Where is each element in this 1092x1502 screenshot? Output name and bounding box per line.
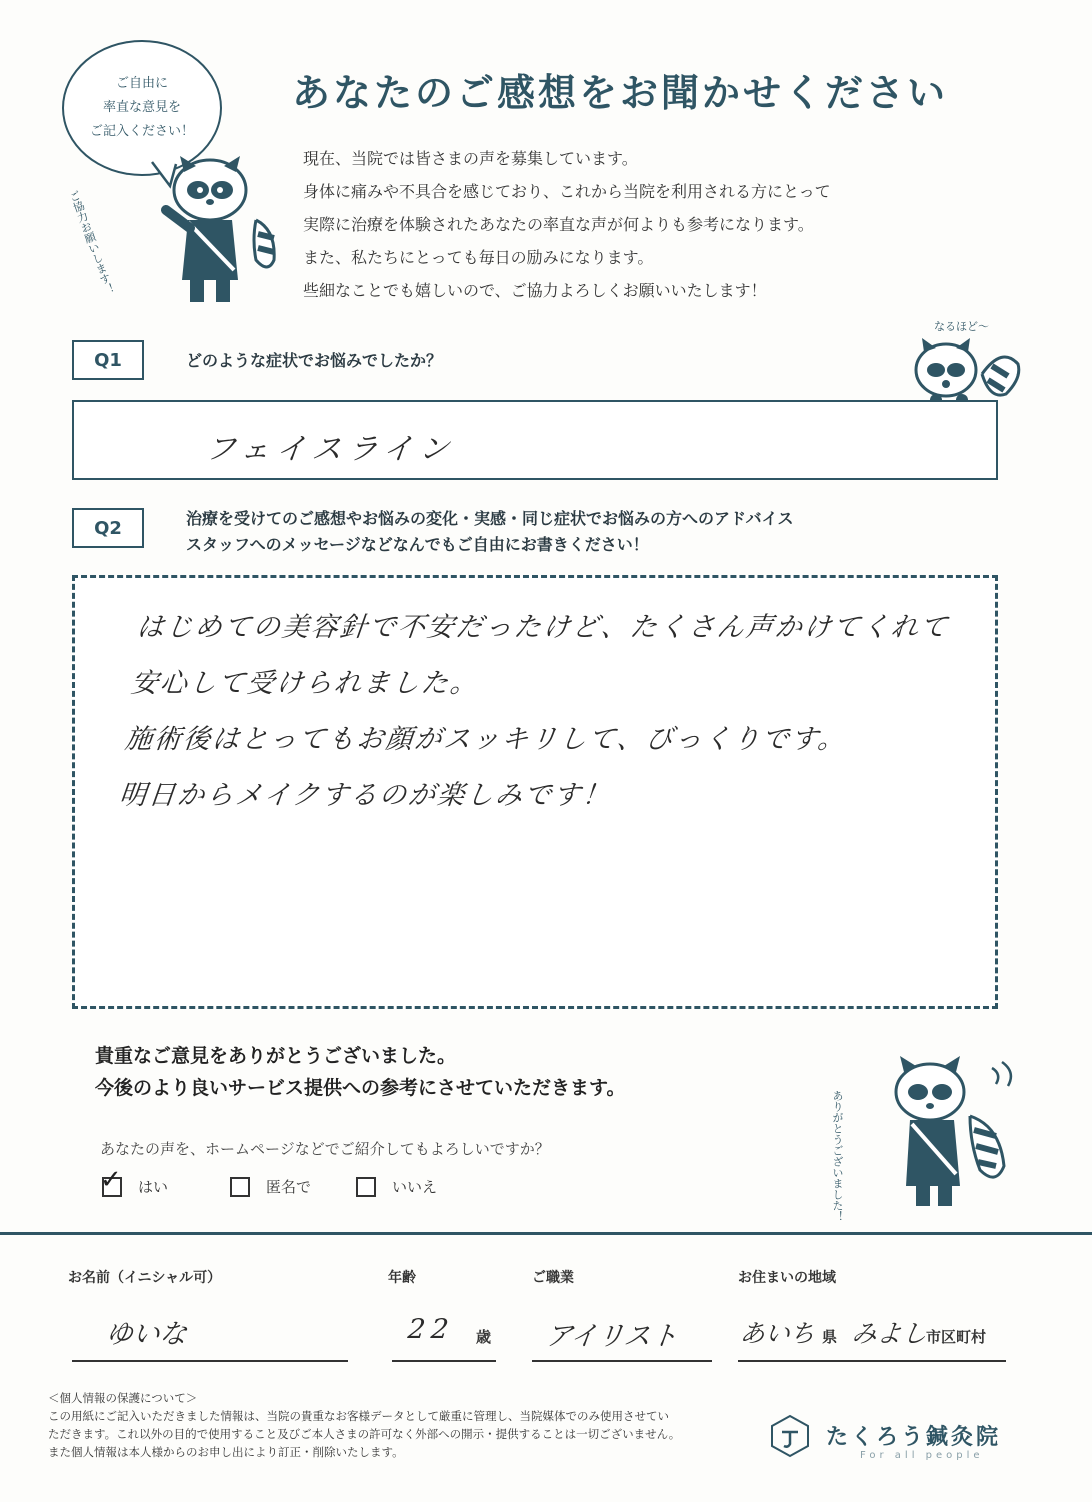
check-mark-icon: ✓ — [100, 1164, 122, 1195]
age-field[interactable] — [392, 1360, 496, 1362]
consent-option-yes[interactable] — [100, 1164, 169, 1197]
job-field[interactable] — [532, 1360, 712, 1362]
section-divider — [0, 1232, 1092, 1235]
privacy-line: また個人情報は本人様からのお申し出により訂正・削除いたします。 — [48, 1445, 404, 1459]
checkbox-anonymous[interactable] — [230, 1177, 250, 1197]
consent-question: あなたの声を、ホームページなどでご紹介してもよろしいですか？ — [100, 1140, 550, 1158]
raccoon-mascot-icon — [160, 150, 290, 310]
thanks-line: 貴重なご意見をありがとうございました。 — [95, 1045, 457, 1067]
option-label: いいえ — [392, 1178, 438, 1196]
thanks-message — [95, 1040, 625, 1104]
page-title: あなたのご感想をお聞かせください — [292, 71, 949, 115]
thanks-line: 今後のより良いサービス提供への参考にさせていただきます。 — [95, 1077, 626, 1099]
q1-label: Q1 — [72, 340, 144, 380]
raccoon-bowing-icon — [880, 1046, 1030, 1216]
intro-line: 些細なことでも嬉しいので、ご協力よろしくお願いいたします！ — [303, 281, 767, 300]
age-unit: 歳 — [476, 1328, 492, 1346]
prefecture-value: あいち — [738, 1319, 817, 1348]
clinic-logo-icon — [768, 1414, 812, 1458]
raccoon-peeking-icon — [906, 330, 1022, 410]
privacy-notice — [48, 1389, 680, 1461]
bubble-line: 率直な意見を — [102, 100, 181, 115]
q2-answer-line: はじめての美容針で不安だったけど、たくさん声かけてくれて — [135, 612, 951, 643]
option-label: 匿名で — [266, 1178, 312, 1196]
consent-option-anonymous[interactable] — [230, 1176, 311, 1197]
mascot-note: ご協力お願いします！ — [66, 188, 117, 297]
area-label: お住まいの地域 — [738, 1270, 836, 1286]
privacy-line: ただきます。これ以外の目的で使用すること及びご本人さまの許可なく外部への開示・提供することは一切ございません。 — [48, 1427, 681, 1441]
intro-line: 身体に痛みや不具合を感じており、これから当院を利用される方にとって — [303, 182, 831, 201]
clinic-tagline: For all people — [860, 1450, 984, 1461]
q2-answer-line: 施術後はとってもお顔がスッキリして、びっくりです。 — [123, 724, 849, 755]
bubble-line: ご記入ください！ — [89, 124, 194, 139]
mascot-note-q1: なるほど〜 — [934, 320, 989, 333]
mascot-note-thanks: ありがとうございました！ — [831, 1090, 844, 1222]
intro-line: 実際に治療を体験されたあなたの率直な声が何よりも参考になります。 — [303, 215, 814, 234]
consent-option-no[interactable] — [356, 1176, 437, 1197]
prefecture-unit: 県 — [822, 1328, 838, 1346]
bubble-line: ご自由に — [115, 76, 168, 91]
name-value: ゆいな — [104, 1319, 189, 1350]
age-label: 年齢 — [388, 1270, 416, 1286]
q2-question-line: 治療を受けてのご感想やお悩みの変化・実感・同じ症状でお悩みの方へのアドバイス — [186, 509, 794, 528]
checkbox-no[interactable] — [356, 1177, 376, 1197]
q1-question: どのような症状でお悩みでしたか？ — [186, 351, 443, 370]
clinic-name: たくろう鍼灸院 — [826, 1425, 1002, 1450]
age-value: 22 — [406, 1314, 456, 1345]
name-label: お名前（イニシャル可） — [68, 1270, 222, 1286]
intro-text — [303, 142, 831, 307]
q2-answer — [116, 600, 952, 824]
area-field[interactable] — [738, 1360, 1006, 1362]
q2-question — [186, 506, 794, 558]
intro-line: また、私たちにとっても毎日の励みになります。 — [303, 248, 654, 267]
q2-answer-line: 安心して受けられました。 — [129, 668, 481, 699]
q2-label: Q2 — [72, 508, 144, 548]
city-unit: 市区町村 — [926, 1328, 987, 1346]
q1-answer: フェイスライン — [203, 432, 457, 467]
city-value: みよし — [850, 1319, 929, 1348]
job-value: アイリスト — [544, 1321, 680, 1352]
q2-question-line: スタッフへのメッセージなどなんでもご自由にお書きください！ — [186, 535, 649, 554]
checkbox-yes[interactable] — [100, 1164, 122, 1197]
option-label: はい — [138, 1178, 169, 1196]
job-label: ご職業 — [532, 1270, 574, 1286]
q2-answer-line: 明日からメイクするのが楽しみです！ — [117, 780, 613, 811]
privacy-heading: ＜個人情報の保護について＞ — [48, 1391, 198, 1405]
privacy-line: この用紙にご記入いただきました情報は、当院の貴重なお客様データとして厳重に管理し、当院媒体でのみ使用させてい — [48, 1409, 669, 1423]
intro-line: 現在、当院では皆さまの声を募集しています。 — [303, 149, 638, 168]
name-field[interactable] — [72, 1360, 348, 1362]
